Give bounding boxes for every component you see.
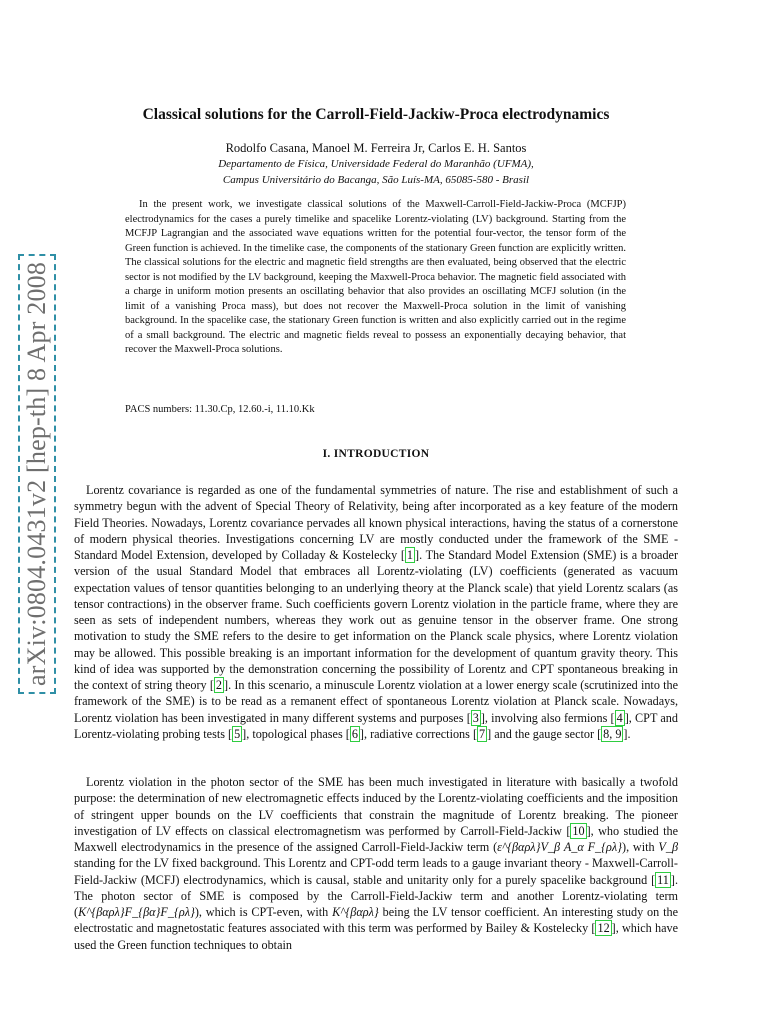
intro-paragraph-1: Lorentz covariance is regarded as one of the fundamental symmetries of nature. The rise and establishment of such a symmetry begun with the advent of Special Theory of Relativity, being after incorporated as a key feature of the modern Field Theories. Nowadays, Lorentz covariance pervades all known physical interactions, having the status of a cornerstone of modern physical theories. Investigations concerning LV are mostly conducted under the framework of the SME - Standard Model Extension, developed by Colladay & Kostelecky [ 1 ]. The Standard Model Extension (SME) is a broader version of the usual Standard Model that embraces all Lorentz-violating (LV) coefficients (generated as vacuum expectation values of tensor quantities belonging to an underlying theory at the Planck scale) that yield Lorentz scalars (as tensor contractions) in the observer frame. Such coefficients govern Lorentz violation in the particle frame, where they are seen as sets of independent numbers, whereas they work out as genuine tensor in the observer frame. One strong motivation to study the SME refers to the desire to get information on the Planck scale physics, where Lorentz violation may be allowed. This possible breaking is an important information for the development of quantum gravity theory. This kind of idea was supported by the demonstration concerning the possibility of Lorentz and CPT spontaneous breaking in the context of string theory [ 2 ]. In this scenario, a minuscule Lorentz violation at a lower energy scale (scrutinized into the framework of the SME) is to be read as a remanent effect of spontaneous Lorentz violation at Planck scale. Nowadays, Lorentz violation has been investigated in many different systems and purposes [ 3 ], involving also fermions [ 4 ], CPT and Lorentz-violating probing tests [ 5 ], topological phases [ 6 ], radiative corrections [ 7 ] and the gauge sector [ 8, 9 ]. xyxy=(74,483,679,741)
intro-paragraph-2: Lorentz violation in the photon sector of the SME has been much investigated in literature with basically a twofold purpose: the determination of new electromagnetic effects induced by the Lorentz-violating coefficients and the imposition of stringent upper bounds on the LV coefficients that constrain the magnitude of Lorentz breaking. The pioneer investigation of LV effects on classical electromagnetism was performed by Carroll-Field-Jackiw [ 10 ], who studied the Maxwell electrodynamics in the presence of the assigned Carroll-Field-Jackiw term (ε^{βαρλ}V_β A_α F_{ρλ}), with V_β standing for the LV fixed background. This Lorentz and CPT-odd term leads to a gauge invariant theory - Maxwell-Carroll-Field-Jackiw (MCFJ) electrodynamics, which is causal, stable and unitarity only for a purely spacelike background [ 11 ]. The photon sector of SME is composed by the Carroll-Field-Jackiw term and another Lorentz-violating term (K^{βαρλ}F_{βα}F_{ρλ}), which is CPT-even, with K^{βαρλ} being the LV tensor coefficient. An interesting study on the electrostatic and magnetostatic features associated with this term was performed by Bailey & Kostelecky [ 12 ], which have used the Green function techniques to obtain xyxy=(74,775,679,952)
arxiv-identifier: arXiv:0804.0431v2 [hep-th] 8 Apr 2008 xyxy=(18,254,56,694)
pacs-numbers: PACS numbers: 11.30.Cp, 12.60.-i, 11.10.Kk xyxy=(125,404,315,415)
citation-link[interactable]: 10 xyxy=(572,823,585,838)
citation-link[interactable]: 6 xyxy=(351,726,358,741)
math-inline: K^{βαρλ} xyxy=(332,905,379,919)
math-inline: K^{βαρλ}F_{βα}F_{ρλ} xyxy=(78,905,195,919)
citation-link[interactable]: 8, 9 xyxy=(603,726,622,741)
citation-link[interactable]: 11 xyxy=(657,872,669,887)
citation-link[interactable]: 12 xyxy=(597,921,610,936)
citation-link[interactable]: 2 xyxy=(215,678,223,692)
citation-link[interactable]: 5 xyxy=(234,726,241,741)
citation-link[interactable]: 3 xyxy=(472,710,479,725)
affiliation-line-1: Departamento de Física, Universidade Federal do Maranhão (UFMA), xyxy=(218,158,534,170)
citation-link[interactable]: 1 xyxy=(406,548,414,562)
section-heading-introduction: I. INTRODUCTION xyxy=(322,448,430,460)
citation-link[interactable]: 7 xyxy=(479,726,486,741)
paper-title: Classical solutions for the Carroll-Field-Jackiw-Proca electrodynamics xyxy=(142,106,610,123)
math-inline: ε^{βαρλ}V_β A_α F_{ρλ} xyxy=(497,840,623,854)
citation-link[interactable]: 4 xyxy=(616,710,623,725)
abstract: In the present work, we investigate classical solutions of the Maxwell-Carroll-Field-Jackiw-Proca (MCFJP) electrodynamics for the cases a purely timelike and spacelike Lorentz-violating (LV) background. Starting from the MCFJP Lagrangian and the associated wave equations written for the potential four-vector, the tensor form of the Green function is achieved. In the timelike case, the components of the stationary Green function are explicitly written. The classical solutions for the electric and magnetic field strengths are then evaluated, being observed that the electric sector is not modified by the LV background, keeping the Maxwell-Proca behavior. The magnetic field associated with a charge in uniform motion presents an oscillating behavior that also provides an oscillating MCFJ solution (in the limit of a vanishing Proca mass), but does not recover the Maxwell-Proca solution in the limit of vanishing background. In the spacelike case, the stationary Green function is written and also explicitly carried out in the regime of a small background. The electric and magnetic fields reveal to possess an exponentially decaying behavior, that recover the Maxwell-Proca solutions. xyxy=(125,199,626,355)
affiliation-line-2: Campus Universitário do Bacanga, São Luís-MA, 65085-580 - Brasil xyxy=(222,174,530,186)
author-list: Rodolfo Casana, Manoel M. Ferreira Jr, Carlos E. H. Santos xyxy=(225,141,527,155)
math-inline: V_β xyxy=(658,840,679,854)
